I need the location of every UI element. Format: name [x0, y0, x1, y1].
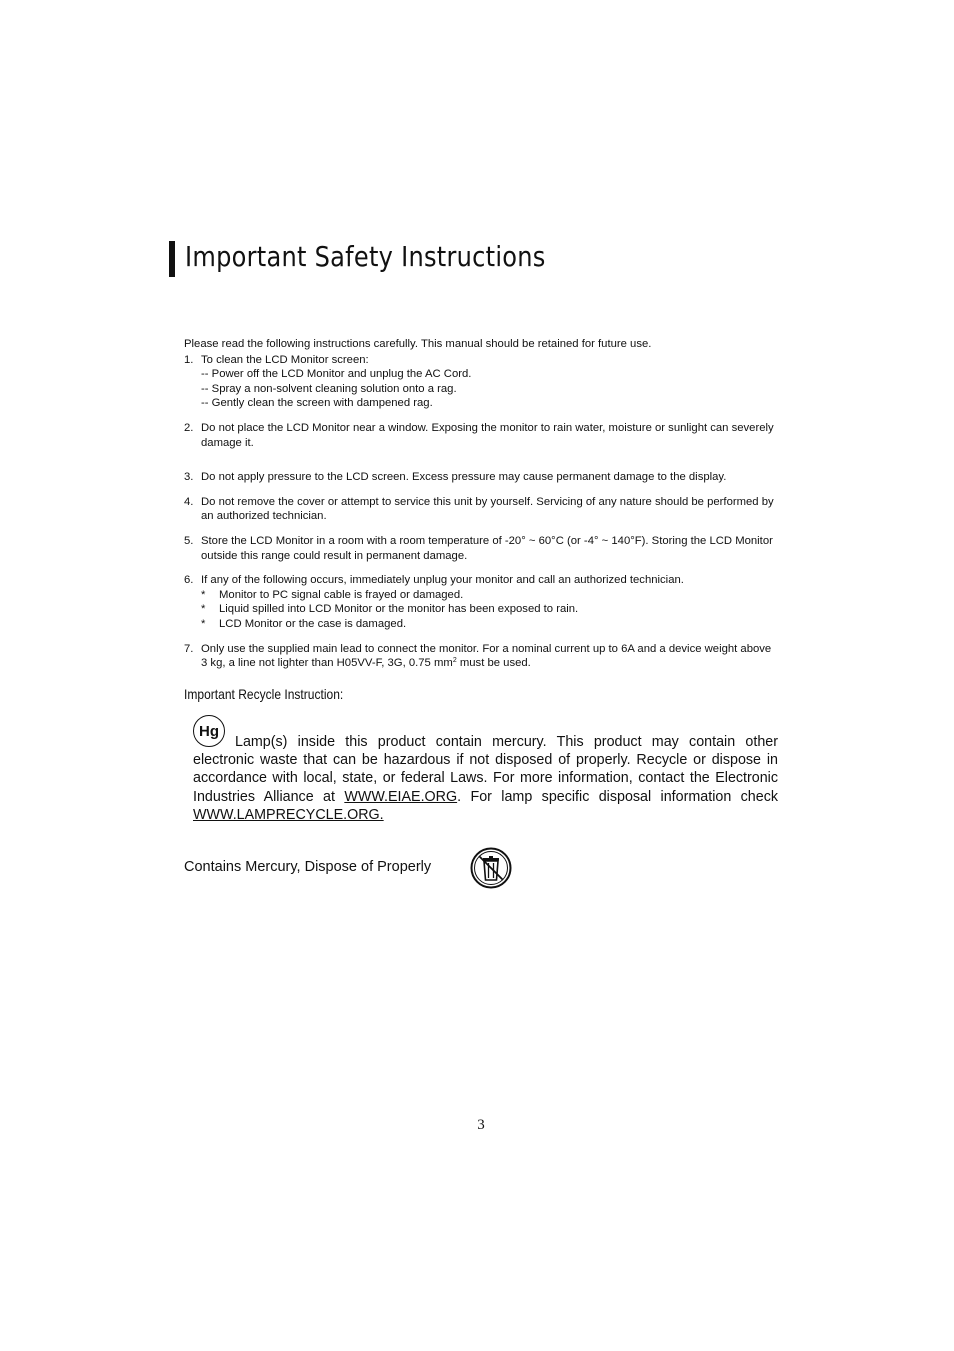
item-text: Only use the supplied main lead to connect the monitor. For a nominal current up to 6A and a device weight above 3 kg, a line not lighter than H05VV-F, 3G, 0.75 $mm^2$ must be used.	[201, 642, 772, 670]
item-number: 3.	[184, 471, 194, 484]
condition-item: * LCD Monitor or the case is damaged.	[201, 617, 407, 630]
lamprecycle-link[interactable]: WWW.LAMPRECYCLE.ORG.	[193, 806, 384, 823]
mercury-disposal-label: Contains Mercury, Dispose of Properly	[184, 859, 432, 875]
recycle-heading: Important Recycle Instruction:	[184, 686, 344, 702]
item-text: Store the LCD Monitor in a room with a room temperature of -20° ~ 60°C (or -4° ~ 140°F). Storing the LCD Monitor outside this range could result in permanent damage.	[201, 534, 773, 562]
item-number: 5.	[184, 534, 194, 547]
item-text: If any of the following occurs, immediately unplug your monitor and call an authorized technician.	[201, 574, 684, 587]
intro-text: Please read the following instructions carefully. This manual should be retained for future use.	[184, 338, 652, 350]
instruction-list	[184, 353, 780, 671]
item-number: 7.	[184, 642, 194, 655]
instruction-item-2	[184, 421, 780, 450]
superscript: 2	[452, 657, 457, 665]
item-number: 1.	[184, 353, 194, 366]
item-number: 2.	[184, 421, 194, 434]
instruction-item-5	[184, 534, 780, 563]
item-text: Do not apply pressure to the LCD screen. Excess pressure may cause permanent damage to the display.	[201, 471, 727, 484]
page-number: 3	[477, 1117, 485, 1133]
item-text: To clean the LCD Monitor screen:	[201, 353, 369, 366]
asterisk-bullet: *	[201, 617, 206, 630]
instructions-body	[184, 337, 780, 681]
recycle-paragraph: Lamp(s) inside this product contain mercury. This product may contain other electronic waste that can be hazardous if not disposed of properly. Recycle or dispose in accordance with local, state, or federal Laws. For more information, contact the Electronic Industries Alliance at WWW.EIAE.ORG. For lamp specific disposal information check WWW.LAMPRECYCLE.ORG.	[193, 734, 778, 823]
condition-item: * Liquid spilled into LCD Monitor or the monitor has been exposed to rain.	[201, 603, 579, 616]
item-subline: -- Power off the LCD Monitor and unplug the AC Cord.	[201, 368, 472, 381]
instruction-item-1	[184, 353, 780, 411]
item-number: 6.	[184, 574, 194, 587]
title-accent-bar	[169, 241, 175, 277]
instruction-item-3	[184, 470, 780, 485]
no-trash-bin-icon	[470, 847, 512, 889]
eia-link[interactable]: WWW.EIAE.ORG	[344, 788, 458, 805]
condition-list	[201, 588, 780, 632]
asterisk-bullet: *	[201, 603, 206, 616]
instruction-item-6	[184, 573, 780, 631]
condition-item: * Monitor to PC signal cable is frayed or damaged.	[201, 588, 464, 601]
item-text: Do not place the LCD Monitor near a window. Exposing the monitor to rain water, moisture or sunlight can severely damage it.	[201, 421, 774, 449]
item-subline: -- Spray a non-solvent cleaning solution onto a rag.	[201, 382, 457, 395]
instruction-item-7	[184, 642, 780, 671]
hg-mercury-icon: Hg	[193, 715, 225, 747]
page-title: Important Safety Instructions	[185, 240, 546, 273]
asterisk-bullet: *	[201, 588, 206, 601]
instruction-item-4	[184, 495, 780, 524]
item-text: Do not remove the cover or attempt to service this unit by yourself. Servicing of any nature should be performed by an authorized technician.	[201, 495, 774, 523]
item-number: 4.	[184, 495, 194, 508]
item-subline: -- Gently clean the screen with dampened rag.	[201, 397, 433, 410]
